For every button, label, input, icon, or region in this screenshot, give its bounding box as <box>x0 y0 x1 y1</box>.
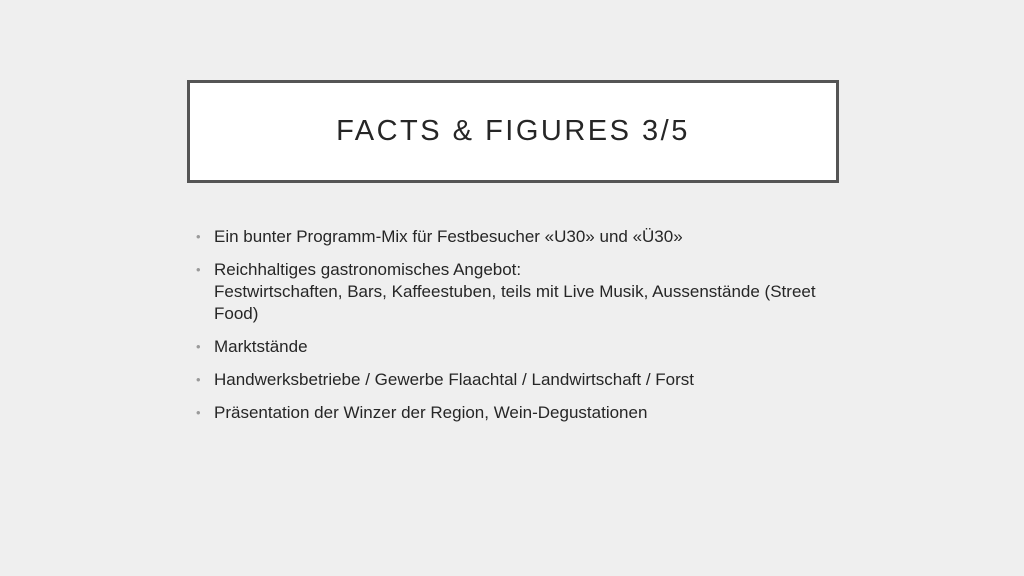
bullet-item-4 <box>196 369 836 391</box>
bullet-line: Reichhaltiges gastronomisches Angebot: <box>214 260 522 279</box>
bullet-text <box>214 336 836 358</box>
bullet-icon: • <box>196 339 201 354</box>
bullet-line: Festwirtschaften, Bars, Kaffeestuben, teils mit Live Musik, Aussenstände (Street Food) <box>214 282 816 323</box>
bullet-icon: • <box>196 229 201 244</box>
bullet-line: Marktstände <box>214 337 308 356</box>
bullet-list <box>196 226 836 424</box>
bullet-line: Ein bunter Programm-Mix für Festbesucher «U30» und «Ü30» <box>214 227 683 246</box>
bullet-icon: • <box>196 262 201 277</box>
bullet-line: Präsentation der Winzer der Region, Wein-Degustationen <box>214 403 648 422</box>
bullet-text <box>214 369 836 391</box>
bullet-text <box>214 402 836 424</box>
bullet-text <box>214 259 836 325</box>
bullet-item-3 <box>196 336 836 358</box>
bullet-item-2 <box>196 259 836 325</box>
bullet-icon: • <box>196 405 201 420</box>
bullet-icon: • <box>196 372 201 387</box>
bullet-line: Handwerksbetriebe / Gewerbe Flaachtal / Landwirtschaft / Forst <box>214 370 694 389</box>
slide-title: FACTS & FIGURES 3/5 <box>336 115 690 147</box>
bullet-text <box>214 226 836 248</box>
bullet-item-5 <box>196 402 836 424</box>
title-box <box>187 80 839 183</box>
bullet-item-1 <box>196 226 836 248</box>
content-area <box>196 226 836 435</box>
